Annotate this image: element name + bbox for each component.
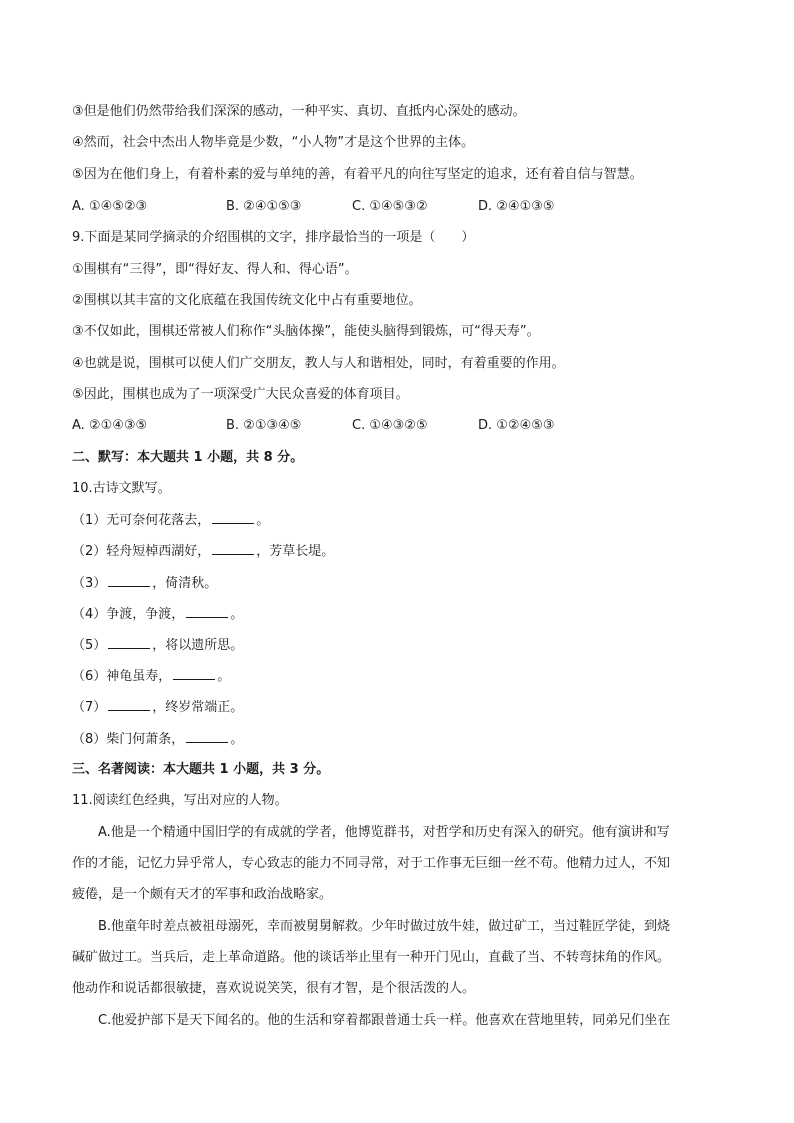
section-3-header: 三、名著阅读：本大题共 1 小题，共 3 分。 xyxy=(72,762,330,777)
q10-item-7-suffix: ，终岁常端正。 xyxy=(152,700,244,715)
q10-item-5-suffix: ，将以遗所思。 xyxy=(152,638,244,653)
q10-item-7-prefix: （7） xyxy=(72,700,107,715)
q10-item-2 xyxy=(72,542,722,561)
q10-stem: 10.古诗文默写。 xyxy=(72,481,171,496)
q10-item-3-prefix: （3） xyxy=(72,576,107,591)
q10-item-6-suffix: 。 xyxy=(217,669,231,684)
q11-passage-c-line: C.他爱护部下是天下闻名的。他的生活和穿着都跟普通士兵一样。他喜欢在营地里转，同弟兄们坐在 xyxy=(98,1013,671,1028)
q10-item-4 xyxy=(72,605,722,624)
q10-item-1-suffix: 。 xyxy=(256,513,270,528)
q10-item-6 xyxy=(72,667,722,686)
q8-option-b[interactable]: B. ②④①⑤③ xyxy=(226,199,302,214)
answer-blank[interactable] xyxy=(108,698,150,711)
answer-blank[interactable] xyxy=(108,574,150,587)
q9-sentence-4: ④也就是说，围棋可以使人们广交朋友，教人与人和谐相处，同时，有着重要的作用。 xyxy=(72,356,565,371)
q8-option-a[interactable]: A. ①④⑤②③ xyxy=(72,199,148,214)
q8-option-c[interactable]: C. ①④⑤③② xyxy=(352,199,428,214)
q10-item-4-suffix: 。 xyxy=(230,607,244,622)
q11-passage-b-line: 碱矿做过工。当兵后，走上革命道路。他的谈话举止里有一种开门见山，直截了当、不转弯抹角的作风。 xyxy=(72,950,671,965)
q8-sentence-4: ④然而，社会中杰出人物毕竟是少数，“小人物”才是这个世界的主体。 xyxy=(72,135,475,150)
answer-blank[interactable] xyxy=(186,605,228,618)
q10-item-6-prefix: （6）神龟虽寿， xyxy=(72,669,172,684)
answer-blank[interactable] xyxy=(173,667,215,680)
answer-blank[interactable] xyxy=(212,511,254,524)
answer-blank[interactable] xyxy=(186,730,228,743)
q10-item-3 xyxy=(72,574,722,593)
q10-item-8-suffix: 。 xyxy=(230,732,244,747)
q9-option-b[interactable]: B. ②①③④⑤ xyxy=(226,418,302,433)
q9-sentence-5: ⑤因此，围棋也成为了一项深受广大民众喜爱的体育项目。 xyxy=(72,387,409,402)
q9-option-a[interactable]: A. ②①④③⑤ xyxy=(72,418,148,433)
q10-item-5-prefix: （5） xyxy=(72,638,107,653)
q11-passage-b-line: 他动作和说话都很敏捷，喜欢说说笑笑，很有才智，是个很活泼的人。 xyxy=(72,981,476,996)
q10-item-2-prefix: （2）轻舟短棹西湖好， xyxy=(72,544,211,559)
q11-stem: 11.阅读红色经典，写出对应的人物。 xyxy=(72,793,288,808)
q10-item-2-suffix: ，芳草长堤。 xyxy=(256,544,335,559)
q10-item-4-prefix: （4）争渡，争渡， xyxy=(72,607,185,622)
q9-stem: 9.下面是某同学摘录的介绍围棋的文字，排序最恰当的一项是（ ） xyxy=(72,230,475,245)
q11-passage-a-line: 作的才能，记忆力异乎常人，专心致志的能力不同寻常，对于工作事无巨细一丝不苟。他精力过人，不知 xyxy=(72,856,671,871)
q9-sentence-3: ③不仅如此，围棋还常被人们称作“头脑体操”，能使头脑得到锻炼，可“得天寿”。 xyxy=(72,324,540,339)
q11-passage-a-line: A.他是一个精通中国旧学的有成就的学者，他博览群书，对哲学和历史有深入的研究。他有演讲和写 xyxy=(98,825,670,840)
q11-passage-b-line: B.他童年时差点被祖母溺死，幸而被舅舅解救。少年时做过放牛娃，做过矿工，当过鞋匠学徒，到烧 xyxy=(98,919,671,934)
q10-item-1 xyxy=(72,511,722,530)
q10-item-5 xyxy=(72,636,722,655)
q10-item-1-prefix: （1）无可奈何花落去， xyxy=(72,513,211,528)
q11-passage-a-line: 疲倦，是一个颇有天才的军事和政治战略家。 xyxy=(72,887,333,902)
q9-option-c[interactable]: C. ①④③②⑤ xyxy=(352,418,428,433)
answer-blank[interactable] xyxy=(212,542,254,555)
q8-sentence-5: ⑤因为在他们身上，有着朴素的爱与单纯的善，有着平凡的向往写坚定的追求，还有着自信与智慧。 xyxy=(72,167,643,182)
q9-sentence-1: ①围棋有“三得”，即“得好友、得人和、得心语”。 xyxy=(72,262,358,277)
answer-blank[interactable] xyxy=(108,636,150,649)
q8-option-d[interactable]: D. ②④①③⑤ xyxy=(478,199,555,214)
q8-sentence-3: ③但是他们仍然带给我们深深的感动，一种平实、真切、直抵内心深处的感动。 xyxy=(72,104,526,119)
q9-option-d[interactable]: D. ①②④⑤③ xyxy=(478,418,555,433)
q10-item-8-prefix: （8）柴门何萧条， xyxy=(72,732,185,747)
q10-item-7 xyxy=(72,698,722,717)
q10-item-8 xyxy=(72,730,722,749)
q9-sentence-2: ②围棋以其丰富的文化底蕴在我国传统文化中占有重要地位。 xyxy=(72,293,422,308)
q10-item-3-suffix: ，倚清秋。 xyxy=(152,576,218,591)
section-2-header: 二、默写：本大题共 1 小题，共 8 分。 xyxy=(72,450,304,465)
